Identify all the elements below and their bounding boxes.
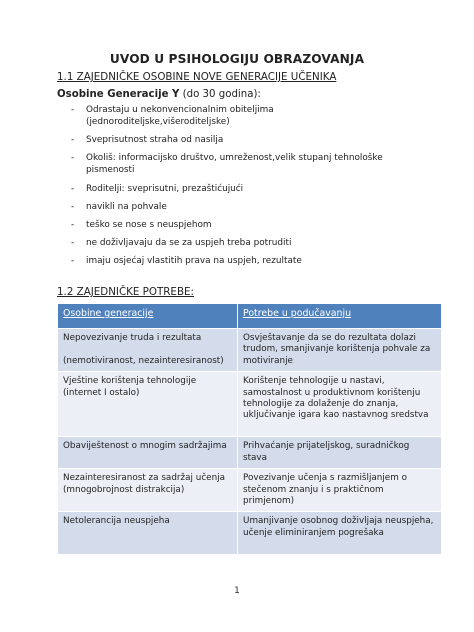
table-row [58, 512, 442, 555]
dash-icon: - [71, 135, 75, 146]
dash-icon: - [71, 153, 75, 164]
list-item [57, 152, 417, 176]
section-heading-1-2: 1.2 ZAJEDNIČKE POTREBE: [57, 286, 194, 298]
table-cell: Nezainteresiranost za sadržaj učenja (mnogobrojnost distrakcija) [58, 469, 238, 512]
list-item [57, 183, 417, 195]
table-cell: Umanjivanje osobnog doživljaja neuspjeha, učenje eliminiranjem pogrešaka [238, 512, 442, 555]
table-cell [58, 329, 238, 372]
list-item [57, 134, 417, 146]
list-item [57, 219, 417, 231]
subheading-rest: (do 30 godina): [179, 89, 261, 100]
table-cell: Povezivanje učenja s razmišljanjem o stečenom znanju i s praktičnom primjenom) [238, 469, 442, 512]
table-row [58, 372, 442, 437]
list-item [57, 201, 417, 213]
list-item [57, 255, 417, 267]
table-row [58, 329, 442, 372]
page-number: 1 [234, 586, 240, 596]
cell-text: Nepovezivanje truda i rezultata (nemotiviranost, nezainteresiranost) [63, 333, 224, 366]
table-row [58, 469, 442, 512]
dash-icon: - [71, 219, 75, 230]
traits-list [57, 104, 417, 274]
list-item-text: teško se nose s neuspjehom [86, 219, 212, 230]
generation-y-subheading [57, 89, 261, 100]
section-heading-1-1: 1.1 ZAJEDNIČKE OSOBINE NOVE GENERACIJE UČENIKA [57, 71, 337, 83]
list-item [57, 237, 417, 249]
document-title: UVOD U PSIHOLOGIJU OBRAZOVANJA [109, 52, 365, 66]
dash-icon: - [71, 183, 75, 194]
list-item-text: navikli na pohvale [86, 201, 167, 212]
dash-icon: - [71, 105, 75, 115]
table-cell: Korištenje tehnologije u nastavi, samostalnost u produktivnom korištenju tehnologije za dolaženje do znanja, uključivanje igara kao nastavnog sredstva [238, 372, 442, 437]
dash-icon: - [71, 201, 75, 212]
table-cell: Osvještavanje da se do rezultata dolazi trudom, smanjivanje korištenja pohvale za motiviranje [238, 329, 442, 372]
table-row [58, 437, 442, 469]
needs-table [57, 303, 442, 555]
table-header-row [58, 304, 442, 329]
column-header-traits: Osobine generacije [58, 304, 238, 329]
dash-icon: - [71, 256, 75, 267]
list-item-text: Sveprisutnost straha od nasilja [86, 135, 224, 146]
list-item-text: ne doživljavaju da se za uspjeh treba potruditi [86, 238, 292, 249]
table-cell: Vještine korištenja tehnologije (internet I ostalo) [58, 372, 238, 437]
table-cell: Obaviještenost o mnogim sadržajima [58, 437, 238, 469]
table-cell: Prihvaćanje prijateljskog, suradničkog stava [238, 437, 442, 469]
dash-icon: - [71, 238, 75, 249]
list-item [57, 104, 417, 128]
list-item-text: imaju osjećaj vlastitih prava na uspjeh, rezultate [86, 256, 302, 267]
list-item-text: Odrastaju u nekonvencionalnim obiteljima (jednoroditeljske,višeroditeljske) [86, 105, 274, 127]
table-cell: Netolerancija neuspjeha [58, 512, 238, 555]
list-item-text: Roditelji: sveprisutni, prezaštićujući [86, 183, 244, 194]
column-header-needs: Potrebe u podučavanju [238, 304, 442, 329]
list-item-text: Okoliš: informacijsko društvo, umreženost,velik stupanj tehnološke pismenosti [86, 153, 383, 176]
subheading-bold: Osobine Generacije Y [57, 89, 180, 100]
